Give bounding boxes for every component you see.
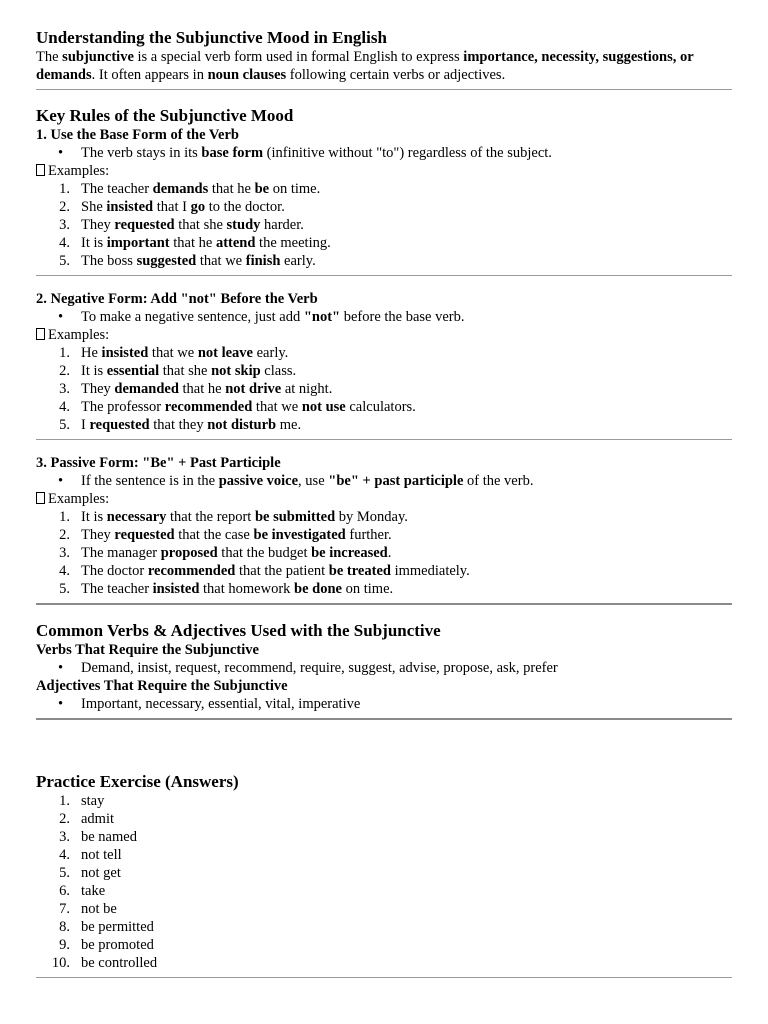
text-run: that he <box>178 381 226 397</box>
bold-text: be investigated <box>253 527 346 543</box>
example-item <box>36 180 732 198</box>
example-item <box>36 234 732 252</box>
answer-item <box>36 864 732 882</box>
examples-label: Examples: <box>48 163 110 179</box>
verbs-list <box>36 659 732 677</box>
example-item <box>36 416 732 434</box>
missing-glyph-icon <box>36 328 45 340</box>
text-run: If the sentence is in the <box>81 473 219 489</box>
text-run: on time. <box>269 181 321 197</box>
item-number: 4. <box>59 235 70 251</box>
item-number: 5. <box>59 417 70 433</box>
text-run: that the patient <box>235 563 329 579</box>
text-run: that they <box>149 417 208 433</box>
adjectives-heading: Adjectives That Require the Subjunctive <box>36 678 288 694</box>
divider <box>36 275 732 276</box>
text-run: The teacher <box>81 181 153 197</box>
rule-bullet <box>36 308 732 326</box>
text-run: She <box>81 199 107 215</box>
text-run: at night. <box>281 381 333 397</box>
bold-text: noun clauses <box>207 67 287 83</box>
text-run: that the report <box>166 509 255 525</box>
item-number: 10. <box>51 955 70 971</box>
rule-bullets <box>36 308 732 326</box>
answer-item <box>36 810 732 828</box>
bold-text: demanded <box>114 381 179 397</box>
examples-label: Examples: <box>48 327 110 343</box>
answer-item <box>36 792 732 810</box>
bold-text: not drive <box>225 381 282 397</box>
example-item <box>36 544 732 562</box>
text-run: that she <box>159 363 212 379</box>
practice-heading: Practice Exercise (Answers) <box>36 772 239 791</box>
text-run: It is <box>81 509 107 525</box>
bold-text: requested <box>89 417 150 433</box>
text-run: They <box>81 381 115 397</box>
examples-list <box>36 508 732 598</box>
rule-bullet <box>36 472 732 490</box>
bold-text: passive voice <box>218 473 299 489</box>
text-run: that she <box>174 217 227 233</box>
text-run: that the case <box>174 527 254 543</box>
answer-text: be promoted <box>81 937 154 953</box>
text-run: that we <box>148 345 198 361</box>
text-run: They <box>81 217 115 233</box>
bold-text: insisted <box>106 199 154 215</box>
item-number: 2. <box>59 527 70 543</box>
rule-bullet <box>36 144 732 162</box>
answer-item <box>36 828 732 846</box>
examples-label-row <box>36 326 732 344</box>
bold-text: be increased <box>311 545 388 561</box>
text-run: that we <box>196 253 246 269</box>
examples-list <box>36 344 732 434</box>
answers-list <box>36 792 732 972</box>
answer-text: be named <box>81 829 137 845</box>
text-run: that he <box>169 235 216 251</box>
bold-text: insisted <box>101 345 149 361</box>
text-run: that the budget <box>217 545 312 561</box>
text-run: further. <box>345 527 392 543</box>
example-item <box>36 398 732 416</box>
rule-heading: 1. Use the Base Form of the Verb <box>36 127 239 143</box>
answer-text: take <box>81 883 106 899</box>
answer-text: be permitted <box>81 919 154 935</box>
answer-item <box>36 936 732 954</box>
answer-item <box>36 846 732 864</box>
text-run: harder. <box>260 217 304 233</box>
common-section <box>36 621 732 713</box>
item-number: 5. <box>59 865 70 881</box>
page-title: Understanding the Subjunctive Mood in English <box>36 28 387 47</box>
rule-bullets <box>36 144 732 162</box>
key-rules-heading: Key Rules of the Subjunctive Mood <box>36 106 294 125</box>
answer-text: not tell <box>81 847 122 863</box>
verbs-heading: Verbs That Require the Subjunctive <box>36 642 259 658</box>
bold-text: not disturb <box>207 417 277 433</box>
text-run: that I <box>153 199 191 215</box>
bold-text: study <box>226 217 261 233</box>
text-run: calculators. <box>345 399 416 415</box>
divider <box>36 603 732 605</box>
item-number: 1. <box>59 345 70 361</box>
answer-item <box>36 954 732 972</box>
text-run: of the verb. <box>463 473 534 489</box>
rule-section-2 <box>36 290 732 434</box>
text-run: It is <box>81 363 107 379</box>
text-run: The professor <box>81 399 165 415</box>
text-run: He <box>81 345 102 361</box>
text-run: on time. <box>342 581 394 597</box>
example-item <box>36 562 732 580</box>
item-number: 4. <box>59 563 70 579</box>
bold-text: insisted <box>152 581 200 597</box>
item-number: 8. <box>59 919 70 935</box>
text-run: I <box>81 417 90 433</box>
text-run: that we <box>252 399 302 415</box>
answer-text: be controlled <box>81 955 158 971</box>
divider <box>36 89 732 90</box>
item-number: 5. <box>59 253 70 269</box>
bold-text: not use <box>301 399 346 415</box>
text-run: before the base verb. <box>340 309 465 325</box>
bold-text: suggested <box>136 253 197 269</box>
text-run: (infinitive without "to") regardless of the subject. <box>263 145 552 161</box>
adjectives-list <box>36 695 732 713</box>
rule-heading: 2. Negative Form: Add "not" Before the Verb <box>36 291 318 307</box>
bold-text: "be" + past participle <box>328 473 464 489</box>
missing-glyph-icon <box>36 164 45 176</box>
item-number: 1. <box>59 793 70 809</box>
text-run: to the doctor. <box>205 199 285 215</box>
adjectives-item: • Important, necessary, essential, vital, imperative <box>36 695 732 713</box>
bold-text: demands <box>152 181 209 197</box>
example-item <box>36 198 732 216</box>
text-run: following certain verbs or adjectives. <box>286 67 506 83</box>
item-number: 1. <box>59 509 70 525</box>
text-run: me. <box>276 417 302 433</box>
text-run: by Monday. <box>335 509 408 525</box>
divider <box>36 718 732 720</box>
bold-text: be done <box>294 581 342 597</box>
divider <box>36 977 732 978</box>
bold-text: requested <box>114 527 175 543</box>
answer-text: not be <box>81 901 117 917</box>
item-number: 4. <box>59 399 70 415</box>
example-item <box>36 344 732 362</box>
item-number: 4. <box>59 847 70 863</box>
text-run: class. <box>260 363 297 379</box>
answer-text: admit <box>81 811 115 827</box>
example-item <box>36 362 732 380</box>
item-number: 9. <box>59 937 70 953</box>
missing-glyph-icon <box>36 492 45 504</box>
item-number: 7. <box>59 901 70 917</box>
item-number: 2. <box>59 811 70 827</box>
rule-section-1 <box>36 126 732 270</box>
bold-text: be submitted <box>254 509 336 525</box>
example-item <box>36 380 732 398</box>
text-run: The doctor <box>81 563 148 579</box>
divider <box>36 439 732 440</box>
text-run: early. <box>253 345 289 361</box>
rule-section-3 <box>36 454 732 598</box>
examples-label-row <box>36 490 732 508</box>
answer-text: not get <box>81 865 121 881</box>
examples-list <box>36 180 732 270</box>
examples-label: Examples: <box>48 491 110 507</box>
text-run: that homework <box>199 581 295 597</box>
bold-text: subjunctive <box>62 49 134 65</box>
example-item <box>36 216 732 234</box>
text-run: is a special verb form used in formal English to express <box>133 49 464 65</box>
bold-text: attend <box>215 235 256 251</box>
text-run: the meeting. <box>255 235 331 251</box>
bold-text: necessary <box>106 509 167 525</box>
bold-text: "not" <box>303 309 341 325</box>
answer-text: stay <box>81 793 105 809</box>
answer-item <box>36 918 732 936</box>
bold-text: proposed <box>160 545 218 561</box>
bold-text: important <box>106 235 170 251</box>
bold-text: be <box>254 181 270 197</box>
bold-text: finish <box>245 253 281 269</box>
item-number: 3. <box>59 381 70 397</box>
text-run: that he <box>208 181 255 197</box>
bold-text: recommended <box>164 399 253 415</box>
text-run: immediately. <box>390 563 470 579</box>
item-number: 1. <box>59 181 70 197</box>
item-number: 5. <box>59 581 70 597</box>
text-run: They <box>81 527 115 543</box>
bold-text: essential <box>106 363 160 379</box>
answer-item <box>36 900 732 918</box>
item-number: 3. <box>59 545 70 561</box>
practice-section <box>36 772 732 972</box>
verbs-item: • Demand, insist, request, recommend, require, suggest, advise, propose, ask, prefer <box>36 659 732 677</box>
common-heading: Common Verbs & Adjectives Used with the Subjunctive <box>36 621 441 640</box>
item-number: 6. <box>59 883 70 899</box>
bold-text: requested <box>114 217 175 233</box>
bold-text: not skip <box>211 363 261 379</box>
text-run: To make a negative sentence, just add <box>81 309 304 325</box>
intro-paragraph <box>36 48 732 84</box>
text-run: , use <box>298 473 329 489</box>
bold-text: go <box>190 199 206 215</box>
item-number: 3. <box>59 217 70 233</box>
answer-item <box>36 882 732 900</box>
item-number: 3. <box>59 829 70 845</box>
text-run: The <box>36 49 63 65</box>
text-run: The boss <box>81 253 137 269</box>
rule-bullets <box>36 472 732 490</box>
text-run: The teacher <box>81 581 153 597</box>
example-item <box>36 580 732 598</box>
item-number: 2. <box>59 363 70 379</box>
text-run: The manager <box>81 545 161 561</box>
example-item <box>36 526 732 544</box>
text-run: early. <box>280 253 316 269</box>
bold-text: not leave <box>197 345 253 361</box>
bold-text: be treated <box>328 563 391 579</box>
rule-heading: 3. Passive Form: "Be" + Past Participle <box>36 455 281 471</box>
text-run: . <box>387 545 392 561</box>
bold-text: base form <box>201 145 264 161</box>
example-item <box>36 508 732 526</box>
text-run: The verb stays in its <box>81 145 202 161</box>
text-run: It is <box>81 235 107 251</box>
bold-text: importance, necessity, suggestions, or demands <box>36 49 694 83</box>
bold-text: recommended <box>147 563 236 579</box>
item-number: 2. <box>59 199 70 215</box>
examples-label-row <box>36 162 732 180</box>
text-run: . It often appears in <box>91 67 208 83</box>
example-item <box>36 252 732 270</box>
